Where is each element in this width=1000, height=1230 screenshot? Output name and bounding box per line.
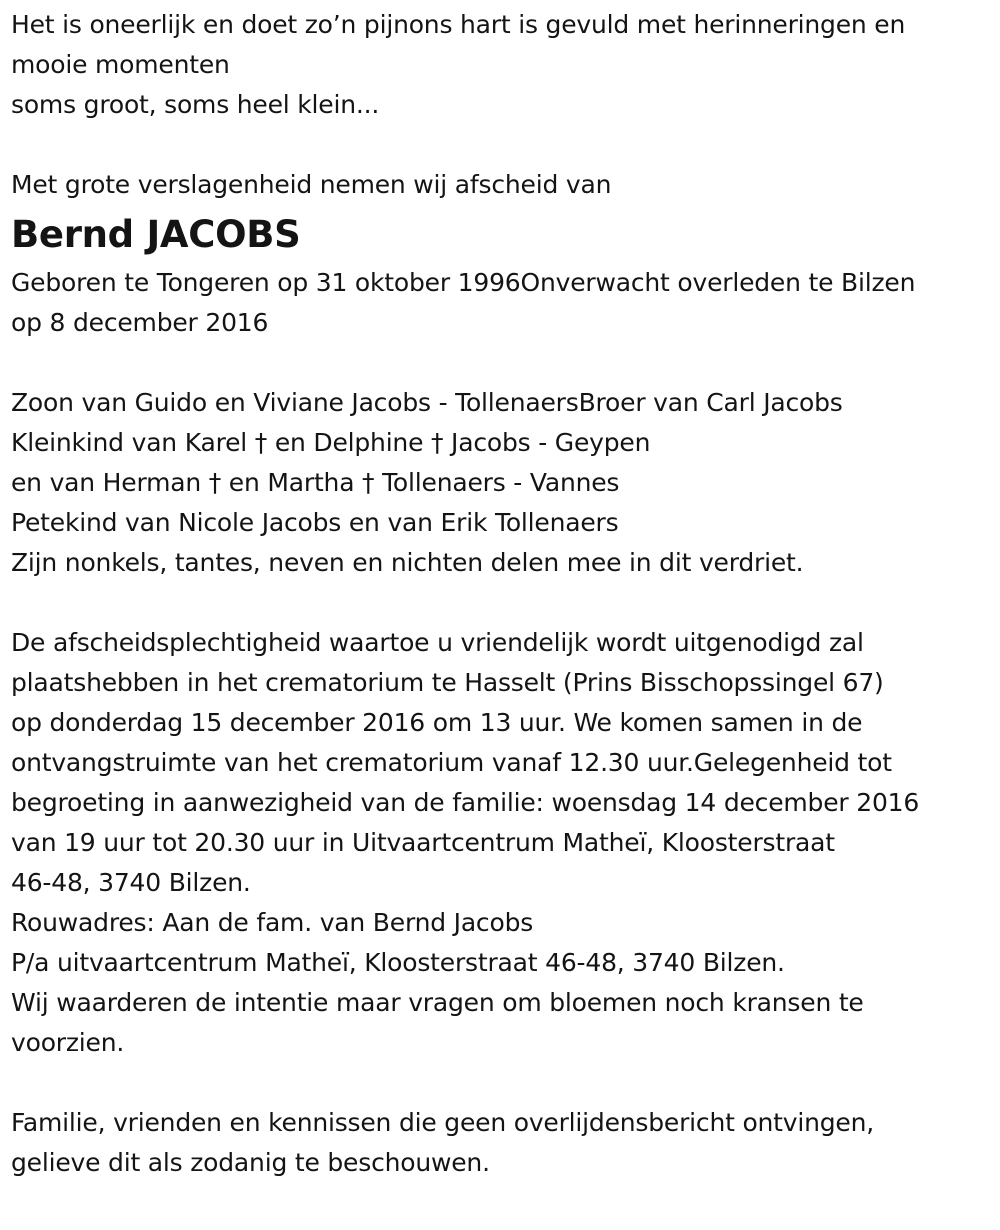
spacer (11, 343, 996, 383)
intro-line-3: soms groot, soms heel klein... (11, 90, 380, 119)
family-line-3: en van Herman † en Martha † Tollenaers - Vannes (11, 468, 620, 497)
closing-line-2: gelieve dit als zodanig te beschouwen. (11, 1148, 490, 1177)
spacer (11, 125, 996, 165)
ceremony-line-3: op donderdag 15 december 2016 om 13 uur. We komen samen in de (11, 708, 863, 737)
intro-line-2: mooie momenten (11, 50, 230, 79)
intro-line-1: Het is oneerlijk en doet zo’n pijnons hart is gevuld met herinneringen en (11, 10, 906, 39)
ceremony-line-1: De afscheidsplechtigheid waartoe u vriendelijk wordt uitgenodigd zal (11, 628, 864, 657)
closing-line-1: Familie, vrienden en kennissen die geen overlijdensbericht ontvingen, (11, 1108, 875, 1137)
family-line-1: Zoon van Guido en Viviane Jacobs - TollenaersBroer van Carl Jacobs (11, 388, 843, 417)
ceremony-line-4: ontvangstruimte van het crematorium vanaf 12.30 uur.Gelegenheid tot (11, 748, 892, 777)
ceremony-line-5: begroeting in aanwezigheid van de familie: woensdag 14 december 2016 (11, 788, 920, 817)
birth-death-line-2: op 8 december 2016 (11, 308, 269, 337)
ceremony-line-6: van 19 uur tot 20.30 uur in Uitvaartcentrum Matheï, Kloosterstraat (11, 828, 835, 857)
flowers-note-line-2: voorzien. (11, 1028, 125, 1057)
deceased-name: Bernd JACOBS (11, 213, 301, 256)
mourning-address-line-1: Rouwadres: Aan de fam. van Bernd Jacobs (11, 908, 534, 937)
flowers-note-line-1: Wij waarderen de intentie maar vragen om bloemen noch kransen te (11, 988, 864, 1017)
spacer (11, 583, 996, 623)
announcement-text: Met grote verslagenheid nemen wij afscheid van (11, 170, 612, 199)
mourning-address-line-2: P/a uitvaartcentrum Matheï, Kloosterstraat 46-48, 3740 Bilzen. (11, 948, 785, 977)
family-line-4: Petekind van Nicole Jacobs en van Erik Tollenaers (11, 508, 619, 537)
family-line-5: Zijn nonkels, tantes, neven en nichten delen mee in dit verdriet. (11, 548, 804, 577)
spacer (11, 1063, 996, 1103)
birth-death-line-1: Geboren te Tongeren op 31 oktober 1996Onverwacht overleden te Bilzen (11, 268, 916, 297)
ceremony-line-7: 46-48, 3740 Bilzen. (11, 868, 251, 897)
obituary-document (11, 5, 996, 1183)
ceremony-line-2: plaatshebben in het crematorium te Hasselt (Prins Bisschopssingel 67) (11, 668, 884, 697)
family-line-2: Kleinkind van Karel † en Delphine † Jacobs - Geypen (11, 428, 651, 457)
